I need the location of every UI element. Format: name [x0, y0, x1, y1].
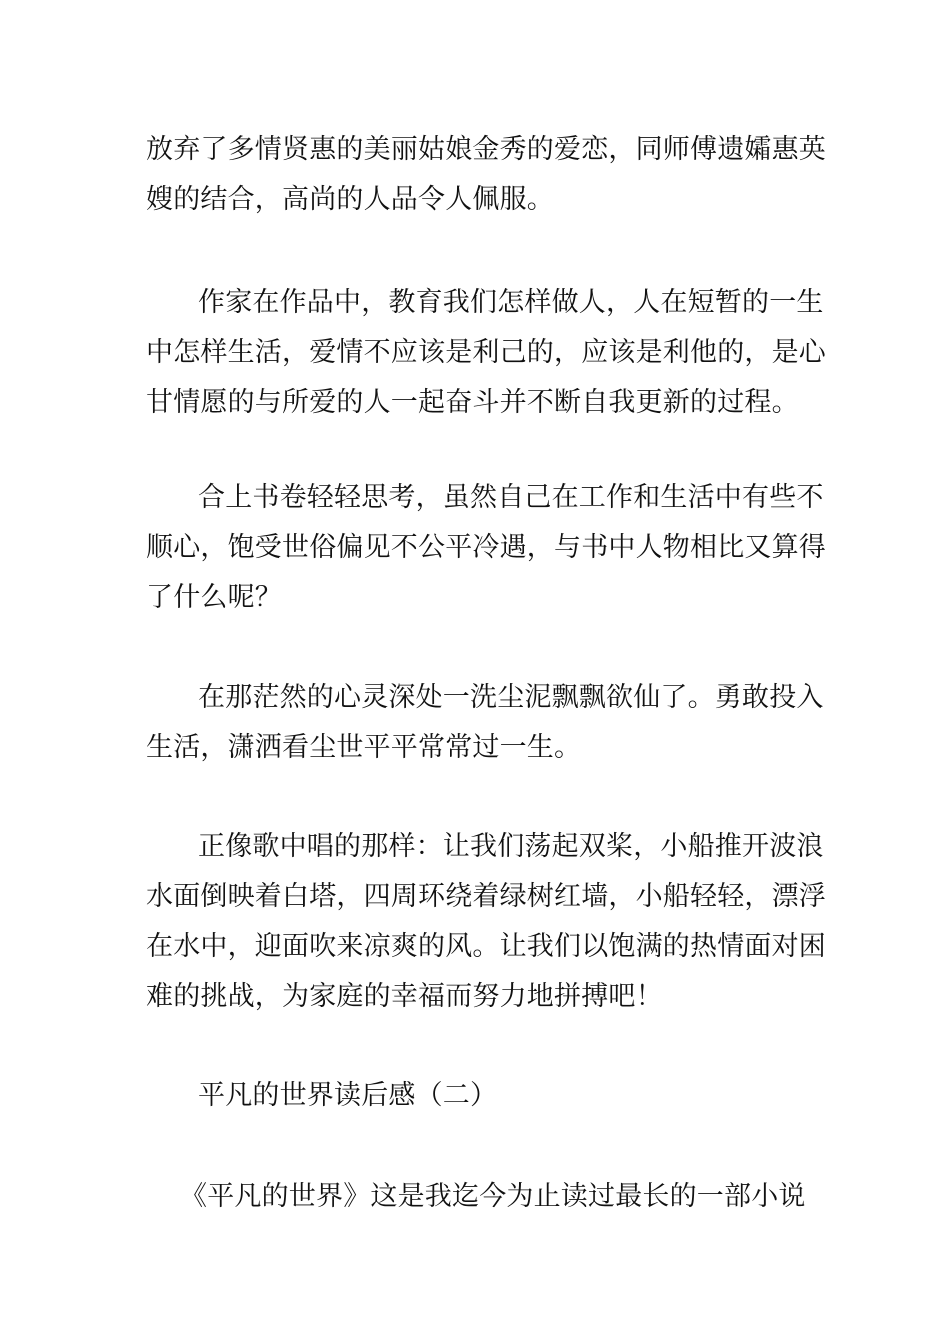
text-line: 正像歌中唱的那样：让我们荡起双桨，小船推开波浪	[198, 831, 824, 862]
text-line: 甘情愿的与所爱的人一起奋斗并不断自我更新的过程。	[146, 387, 799, 418]
text-line: 水面倒映着白塔，四周环绕着绿树红墙，小船轻轻，漂浮	[146, 881, 826, 912]
text-line: 《平凡的世界》这是我迄今为止读过最长的一部小说	[180, 1181, 806, 1212]
text-line: 中怎样生活，爱情不应该是利己的，应该是利他的，是心	[146, 337, 826, 368]
text-line: 作家在作品中，教育我们怎样做人，人在短暂的一生	[198, 287, 824, 318]
section-heading: 平凡的世界读后感（二）	[198, 1080, 498, 1111]
text-line: 放弃了多情贤惠的美丽姑娘金秀的爱恋，同师傅遗孀惠英	[146, 134, 826, 165]
text-line: 顺心，饱受世俗偏见不公平冷遇，与书中人物相比又算得	[146, 532, 826, 563]
text-line: 生活，潇洒看尘世平平常常过一生。	[146, 732, 582, 763]
text-line: 了什么呢？	[146, 582, 282, 613]
text-line: 在那茫然的心灵深处一洗尘泥飘飘欲仙了。勇敢投入	[198, 682, 824, 713]
text-line: 在水中，迎面吹来凉爽的风。让我们以饱满的热情面对困	[146, 931, 826, 962]
text-line: 难的挑战，为家庭的幸福而努力地拼搏吧！	[146, 981, 663, 1012]
text-line: 合上书卷轻轻思考，虽然自己在工作和生活中有些不	[198, 482, 824, 513]
text-line: 嫂的结合，高尚的人品令人佩服。	[146, 184, 554, 215]
